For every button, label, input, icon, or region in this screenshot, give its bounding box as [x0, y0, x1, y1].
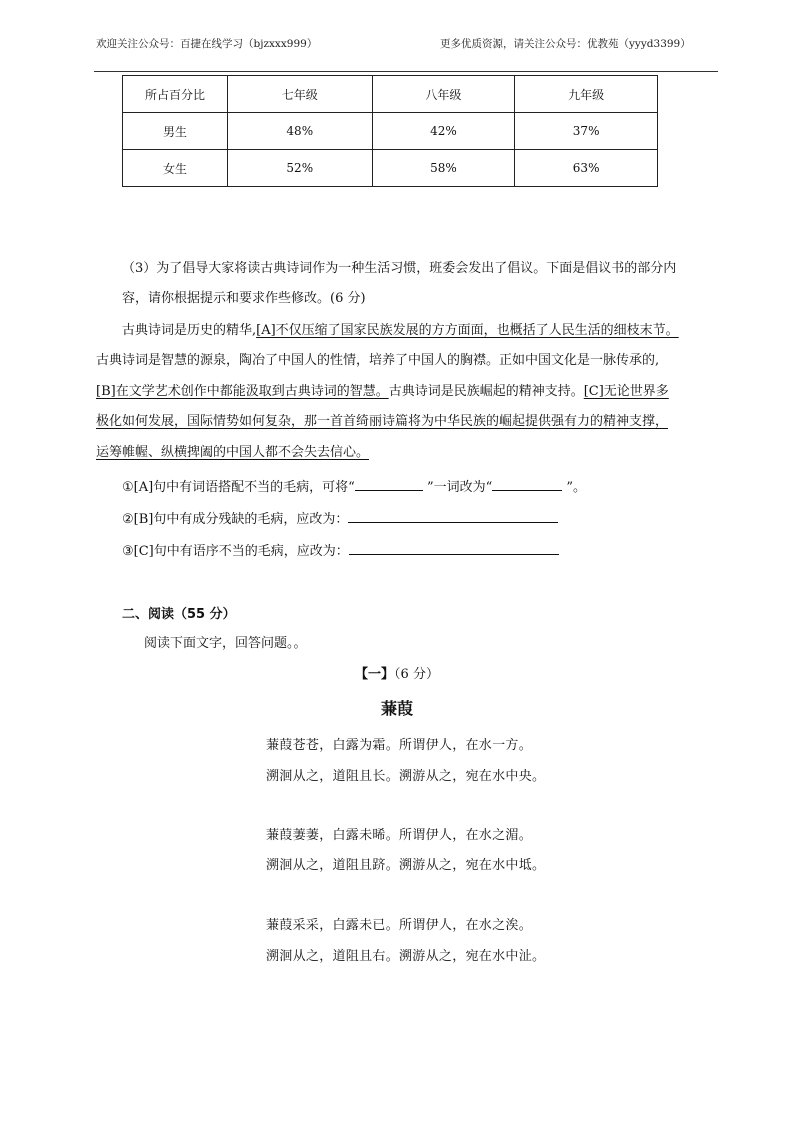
passage-line-2: 古典诗词是智慧的源泉，陶冶了中国人的性情，培养了中国人的胸襟。正如中国文化是一脉传承的, [96, 353, 660, 368]
table-header-cell: 所占百分比 [123, 76, 228, 113]
passage-line-5: 运筹帷幄、纵横捭阖的中国人都不会失去信心。 [96, 445, 370, 460]
part-one-label [0, 666, 794, 684]
header-divider [94, 71, 718, 72]
table-row [123, 113, 658, 150]
subquestion-2 [122, 509, 558, 529]
table-cell: 37% [515, 113, 658, 150]
subquestion-3 [122, 541, 559, 561]
sentence-a-underlined: [A]不仅压缩了国家民族发展的方方面面，也概括了人民生活的细枝末节。 [256, 323, 679, 338]
header-right-text: 更多优质资源，请关注公众号：优教苑（yyyd3399） [440, 38, 691, 50]
answer-blank[interactable] [355, 477, 423, 491]
subquestion-text: ”一词改为“ [422, 480, 493, 495]
poem-line: 蒹葭萋萋，白露未晞。所谓伊人，在水之湄。 [266, 828, 533, 843]
part-score: （6 分） [394, 667, 439, 682]
table-header-cell: 八年级 [372, 76, 515, 113]
passage-text: 古典诗词是民族崛起的精神支持。 [388, 384, 584, 399]
section2-title: 二、阅读（55 分） [122, 607, 236, 622]
poem-line: 蒹葭采采，白露未已。所谓伊人，在水之涘。 [266, 918, 533, 933]
poem-title: 蒹葭 [380, 699, 413, 718]
poem-line: 溯洄从之，道阻且跻。溯游从之，宛在水中坻。 [266, 858, 546, 873]
table-header-row [123, 76, 658, 113]
passage-text: 古典诗词是历史的精华, [122, 323, 257, 338]
table-cell: 男生 [123, 113, 228, 150]
passage-line-3 [96, 383, 669, 401]
sentence-c-underlined: [C]无论世界多 [583, 384, 669, 399]
passage-line-4: 极化如何发展，国际情势如何复杂，那一首首绮丽诗篇将为中华民族的崛起提供强有力的精神支撑， [96, 414, 669, 429]
table-cell: 42% [372, 113, 515, 150]
passage-line-1 [122, 322, 679, 340]
header-left-text: 欢迎关注公众号：百捷在线学习（bjzxxx999） [96, 38, 318, 50]
table-row [123, 150, 658, 187]
table-cell: 52% [227, 150, 372, 187]
subquestion-1 [122, 477, 586, 497]
sentence-b-underlined: [B]在文学艺术创作中都能汲取到古典诗词的智慧。 [96, 384, 389, 399]
gender-percentage-table [122, 75, 658, 187]
part-label: 【一】 [355, 667, 395, 682]
table-cell: 63% [515, 150, 658, 187]
table-cell: 48% [227, 113, 372, 150]
subquestion-text: ②[B]句中有成分残缺的毛病，应改为： [122, 512, 349, 527]
question3-intro-line2: 容，请你根据提示和要求作些修改。(6 分) [122, 291, 366, 306]
poem-line: 溯洄从之，道阻且右。溯游从之，宛在水中沚。 [266, 949, 546, 964]
table-header-cell: 七年级 [227, 76, 372, 113]
answer-blank[interactable] [348, 509, 558, 523]
section2-instruction: 阅读下面文字，回答问题。。 [144, 636, 307, 651]
subquestion-text: ”。 [562, 480, 587, 495]
question3-intro-line1: （3）为了倡导大家将读古典诗词作为一种生活习惯，班委会发出了倡议。下面是倡议书的部分内 [122, 261, 677, 276]
table-cell: 58% [372, 150, 515, 187]
answer-blank[interactable] [492, 477, 562, 491]
answer-blank[interactable] [349, 541, 559, 555]
subquestion-text: ③[C]句中有语序不当的毛病，应改为： [122, 544, 349, 559]
poem-line: 溯洄从之，道阻且长。溯游从之，宛在水中央。 [266, 769, 546, 784]
table-cell: 女生 [123, 150, 228, 187]
table-header-cell: 九年级 [515, 76, 658, 113]
subquestion-text: ①[A]句中有词语搭配不当的毛病，可将“ [122, 480, 355, 495]
poem-line: 蒹葭苍苍，白露为霜。所谓伊人，在水一方。 [266, 738, 533, 753]
